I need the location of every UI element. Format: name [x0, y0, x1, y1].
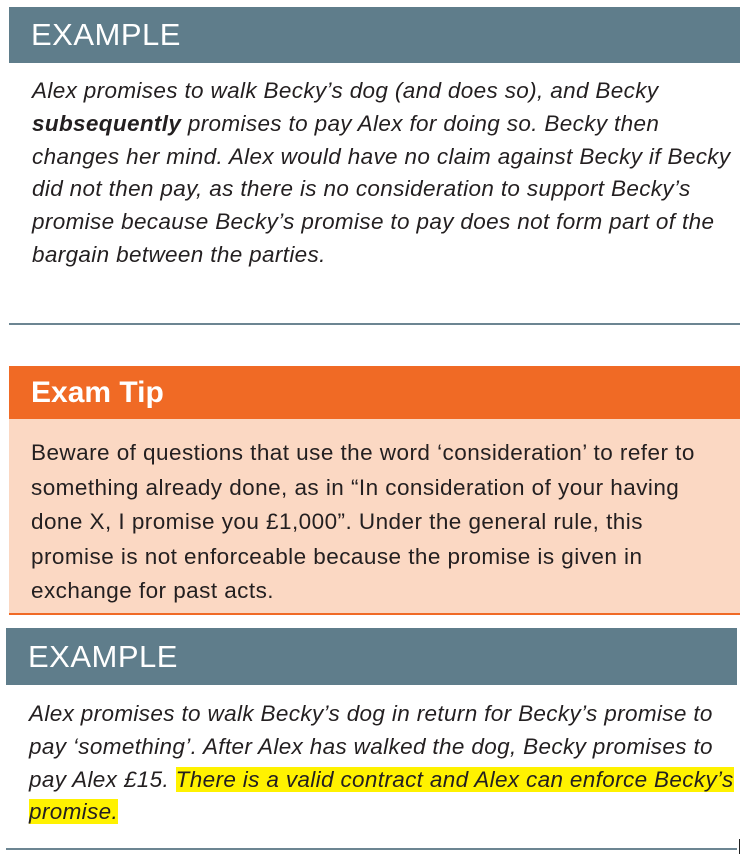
example-text-bold: subsequently [32, 110, 182, 136]
text-cursor [739, 839, 740, 854]
example-heading: EXAMPLE [6, 628, 737, 685]
highlighted-text: There is a valid contract and Alex can enforce Becky’s promise. [29, 766, 734, 825]
example-divider [9, 323, 740, 325]
example-text-part: promises to pay Alex for doing so. Becky then changes her mind. Alex would have no claim against Becky if Becky did not then pay, as there is no consideration to support Becky’s promise because Becky’s promise to pay does not form part of the bargain between the parties. [32, 110, 731, 267]
example-text-part: Alex promises to walk Becky’s dog (and does so), and Becky [32, 78, 659, 103]
example-text [29, 698, 739, 829]
example-divider [6, 848, 737, 850]
example-text [32, 75, 738, 272]
exam-tip-heading: Exam Tip [9, 366, 740, 419]
exam-tip-text: Beware of questions that use the word ‘consideration’ to refer to something already done, as in “In consideration of your having done X, I promise you £1,000”. Under the general rule, this promise is not enforceable because the promise is given in exchange for past acts. [31, 440, 695, 603]
example-text-part: Alex promises to walk Becky’s dog in return for Becky’s promise to pay ‘something’. After Alex has walked the dog, Becky promises to pay Alex £15. [29, 701, 713, 792]
example-heading: EXAMPLE [9, 7, 740, 63]
